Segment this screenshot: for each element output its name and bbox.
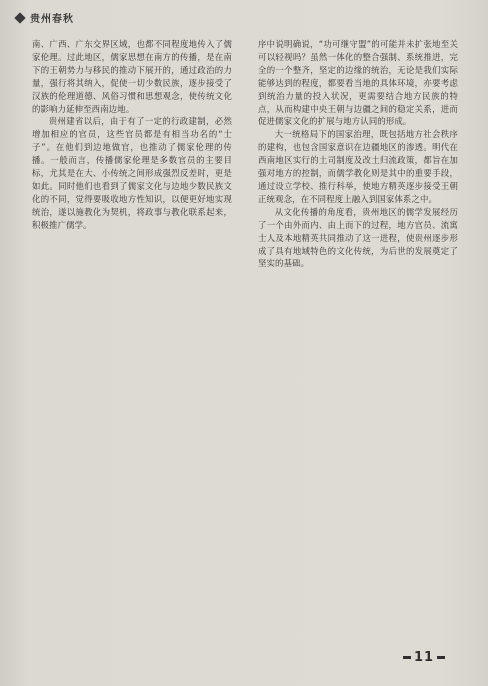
page-number-text: 11	[414, 650, 435, 665]
paragraph: 南、广西、广东交界区域，也都不同程度地传入了儒家伦理。过此地区，儒家思想在南方的传播，是在南下的王朝势力与移民的推动下展开的，通过政治的力量，强行将其纳入，促使一切少数民族，逐步接受了汉族的伦理道德、风俗习惯和思想观念，使传统文化的影响力延伸至西南边地。	[32, 39, 232, 114]
dash-mark	[403, 656, 411, 659]
paragraph: 贵州建省以后，由于有了一定的行政建制，必然增加相应的官员，这些官员都是有相当功名的“士子”。在他们到边地做官，也推动了儒家伦理的传播。一般而言，传播儒家伦理是多数官员的主要目标，尤其是在大、小传统之间形成强烈反差时，更是如此。同时他们也看到了儒家文化与边地少数民族文化的不同，觉得要吸收地方性知识，以便更好地实现统治，遂以施教化为契机，将政事与教化联系起来，积极推广儒学。	[32, 116, 232, 230]
diamond-bullet-icon	[14, 12, 25, 23]
left-column	[32, 38, 232, 232]
paragraph: 序中说明确说，“功可继守盟”的可能并未扩张地至关可以轻视吗？虽然一体化的整合强制、系统推进，完全的一个整齐，坚定的边缘的统治，无论是我们实际能够达到的程度，都要看当地的具体环境，亦要考虑到统治力量的投入状况，更需要结合地方民族的特点，从而构建中央王朝与边疆之间的稳定关系，进而促进儒家文化的扩展与地方认同的形成。	[258, 39, 458, 127]
paragraph: 从文化传播的角度看，贵州地区的儒学发展经历了一个由外而内、由上而下的过程，地方官员、流寓士人及本地精英共同推动了这一进程，使贵州逐步形成了具有地域特色的文化传统，为后世的发展奠定了坚实的基础。	[258, 206, 458, 269]
running-header	[16, 10, 74, 25]
journal-title: 贵州春秋	[30, 14, 74, 25]
dash-mark	[437, 656, 445, 659]
page-number	[400, 650, 448, 665]
paragraph: 大一统格局下的国家治理，既包括地方社会秩序的建构，也包含国家意识在边疆地区的渗透。明代在西南地区实行的土司制度及改土归流政策，都旨在加强对地方的控制，而儒学教化则是其中的重要手段，通过设立学校、推行科举，使地方精英逐步接受王朝正统观念，在不同程度上融入到国家体系之中。	[258, 129, 458, 204]
right-column	[258, 38, 458, 270]
